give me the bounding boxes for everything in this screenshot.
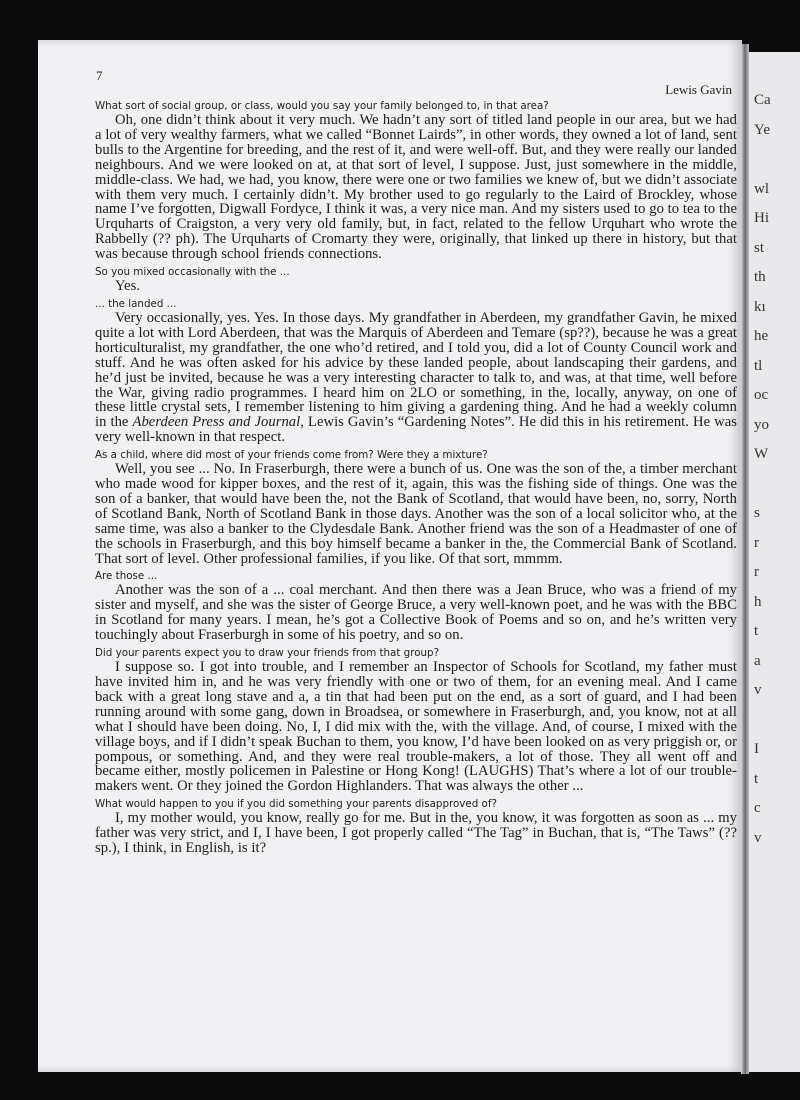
adjacent-page-fragment: I (754, 741, 759, 757)
adjacent-page-fragment: st (754, 239, 765, 256)
interviewee-answer (95, 311, 737, 445)
adjacent-page-fragment: oc (754, 387, 769, 403)
interviewee-answer: Another was the son of a ... coal merchant. And then there was a Jean Bruce, who was a friend of my sister and myself, and she was the sister of George Bruce, a very well-known poet, and he was with the BBC in Scotland for many years. I mean, he’s got a Collective Book of Poems and so on, and he’s written very touchingly about Fraserburgh in some of his poetry, and so on. (95, 582, 737, 644)
interviewee-answer: Yes. (115, 278, 141, 295)
interviewer-question: So you mixed occasionally with the ... (95, 266, 290, 279)
interviewer-question: What sort of social group, or class, would you say your family belonged to, in that area? (95, 100, 549, 112)
interviewer-question: ... the landed ... (95, 297, 177, 310)
adjacent-page-fragment: he (754, 328, 769, 344)
adjacent-page-fragment: c (754, 800, 761, 816)
newspaper-title: Aberdeen Press and Journal (132, 414, 301, 431)
interviewee-answer: I, my mother would, you know, really go for me. But in the, you know, it was forgotten as soon as ... my father was very strict, and I, I have been, I got properly called “The Tag” in Buchan, that is, “The Taws” (?? sp.), I think, in English, is it? (95, 810, 737, 857)
interviewee-answer: I suppose so. I got into trouble, and I remember an Inspector of Schools for Scotland, my father must have invited him in, and he was very friendly with one or two of them, for an evening meal. And I came back with a great long stave and a, a tin that had been put on the end, as a sort of guard, and I had been running around with some gang, down in Broadsea, or somewhere in Fraserburgh, and, you know, not at all what I should have been doing. No, I, I did mix with the, with the village. And, of course, I mixed with the village boys, and if I didn’t speak Buchan to them, you know, I’d have been looked on as very priggish or, or pompous, or something. And, and they were real trouble-makers, a lot of those. They all went off and became either, mostly policemen in Palestine or Hong Kong! (LAUGHS) That’s where a lot of our trouble-makers went. Or they joined the Gordon Highlanders. That was always the other ... (95, 659, 737, 795)
adjacent-page-fragment: a (754, 652, 761, 669)
adjacent-page-fragment: h (754, 593, 762, 610)
adjacent-page-fragment: tl (754, 357, 763, 374)
interviewer-question: What would happen to you if you did something your parents disapproved of? (95, 798, 497, 811)
adjacent-page-fragment: th (754, 269, 766, 285)
adjacent-page-fragment: v (754, 829, 762, 846)
adjacent-page-edge (748, 52, 800, 1072)
adjacent-page-fragment: wl (754, 180, 769, 197)
adjacent-page-fragment (754, 474, 800, 504)
adjacent-page-fragment: W (754, 446, 769, 462)
interviewer-question: As a child, where did most of your friends come from? Were they a mixture? (95, 449, 488, 462)
answer-text: Very occasionally, yes. Yes. In those days. My grandfather in Aberdeen, my grandfather Gavin, he mixed quite a lot with Lord Aberdeen, that was the Marquis of Aberdeen and Temare (sp??), because he was a great horticulturalist, my grandfather, the one who’d retired, and I told you, did a lot of County Council work and stuff. And he was often asked for his advice by these landed people, about landscaping their gardens, and he’d just be invited, because he was a very interesting character to talk to, and was, at that time, well before the War, giving radio programmes. I heard him on 2LO or something, in the, locally, anyway, on one of these little crystal sets, I remember listening to him giving a gardening thing. And he had a weekly column in the (95, 309, 737, 431)
adjacent-page-fragment: t (754, 770, 759, 787)
adjacent-page-fragment: Hi (754, 210, 769, 226)
adjacent-page-fragment: kı (754, 298, 766, 315)
running-head: Lewis Gavin (665, 82, 732, 97)
page-number: 7 (96, 68, 103, 83)
adjacent-page-fragment: yo (754, 416, 769, 433)
adjacent-page-fragment (754, 710, 800, 740)
book-gutter (741, 44, 749, 1074)
adjacent-page-text (754, 90, 800, 857)
adjacent-page-fragment: s (754, 505, 760, 521)
interviewee-answer: Oh, one didn’t think about it very much. We hadn’t any sort of titled land people in our area, but we had a lot of very wealthy farmers, what we called “Bonnet Lairds”, in other words, they owned a lot of land, sent bulls to the Argentine for breeding, and the rest of it, and were well-off. But, and they were really our landed neighbours. And we were looked on at, at that sort of level, I suppose. Just, just somewhere in the middle, middle-class. We had, we had, you know, there were one or two families we knew of, but we didn’t associate with them very much. I certainly didn’t. My brother used to go regularly to the Laird of Brockley, whose name I’ve forgotten, Digwall Fordyce, I think it was, a very nice man. And my sisters used to go to tea to the Urquharts of Craigston, a very very old family, but, in fact, related to the fellow Urquhart who wrote the Rabbelly (?? ph). The Urquharts of Cromarty they were, originally, that linked up there in history, but that was because through school friends connections. (95, 112, 737, 263)
adjacent-page-fragment: t (754, 623, 759, 639)
interview-transcript (95, 96, 737, 856)
adjacent-page-fragment: Ye (754, 121, 770, 138)
adjacent-page-fragment (754, 149, 800, 179)
adjacent-page-fragment: r (754, 564, 759, 580)
interviewee-answer: Well, you see ... No. In Fraserburgh, there were a bunch of us. One was the son of the, a timber merchant who made wood for kipper boxes, and the rest of it, again, this was the fishing side of things. One was the son of a banker, that would have been the, not the Bank of Scotland, that would have been, no, sorry, North of Scotland Bank, North of Scotland Bank in those days. Another was the son of a local solicitor who, at the same time, was also a banker to the Clydesdale Bank. Another friend was the son of a Headmaster of one of the schools in Fraserburgh, and this boy himself became a banker in the, the Commercial Bank of Scotland. That sort of level. Other professional families, if you like. Of that sort, mmmm. (95, 461, 737, 567)
answer-text: , Lewis Gavin’s “Gardening Notes”. He did this in his retirement. He was very well-known in that respect. (95, 414, 737, 446)
adjacent-page-fragment: v (754, 682, 762, 698)
document-page (38, 40, 742, 1072)
adjacent-page-fragment: r (754, 534, 759, 551)
interviewer-question: Did your parents expect you to draw your friends from that group? (95, 647, 440, 660)
interviewer-question: Are those ... (95, 570, 158, 583)
adjacent-page-fragment: Ca (754, 92, 771, 108)
